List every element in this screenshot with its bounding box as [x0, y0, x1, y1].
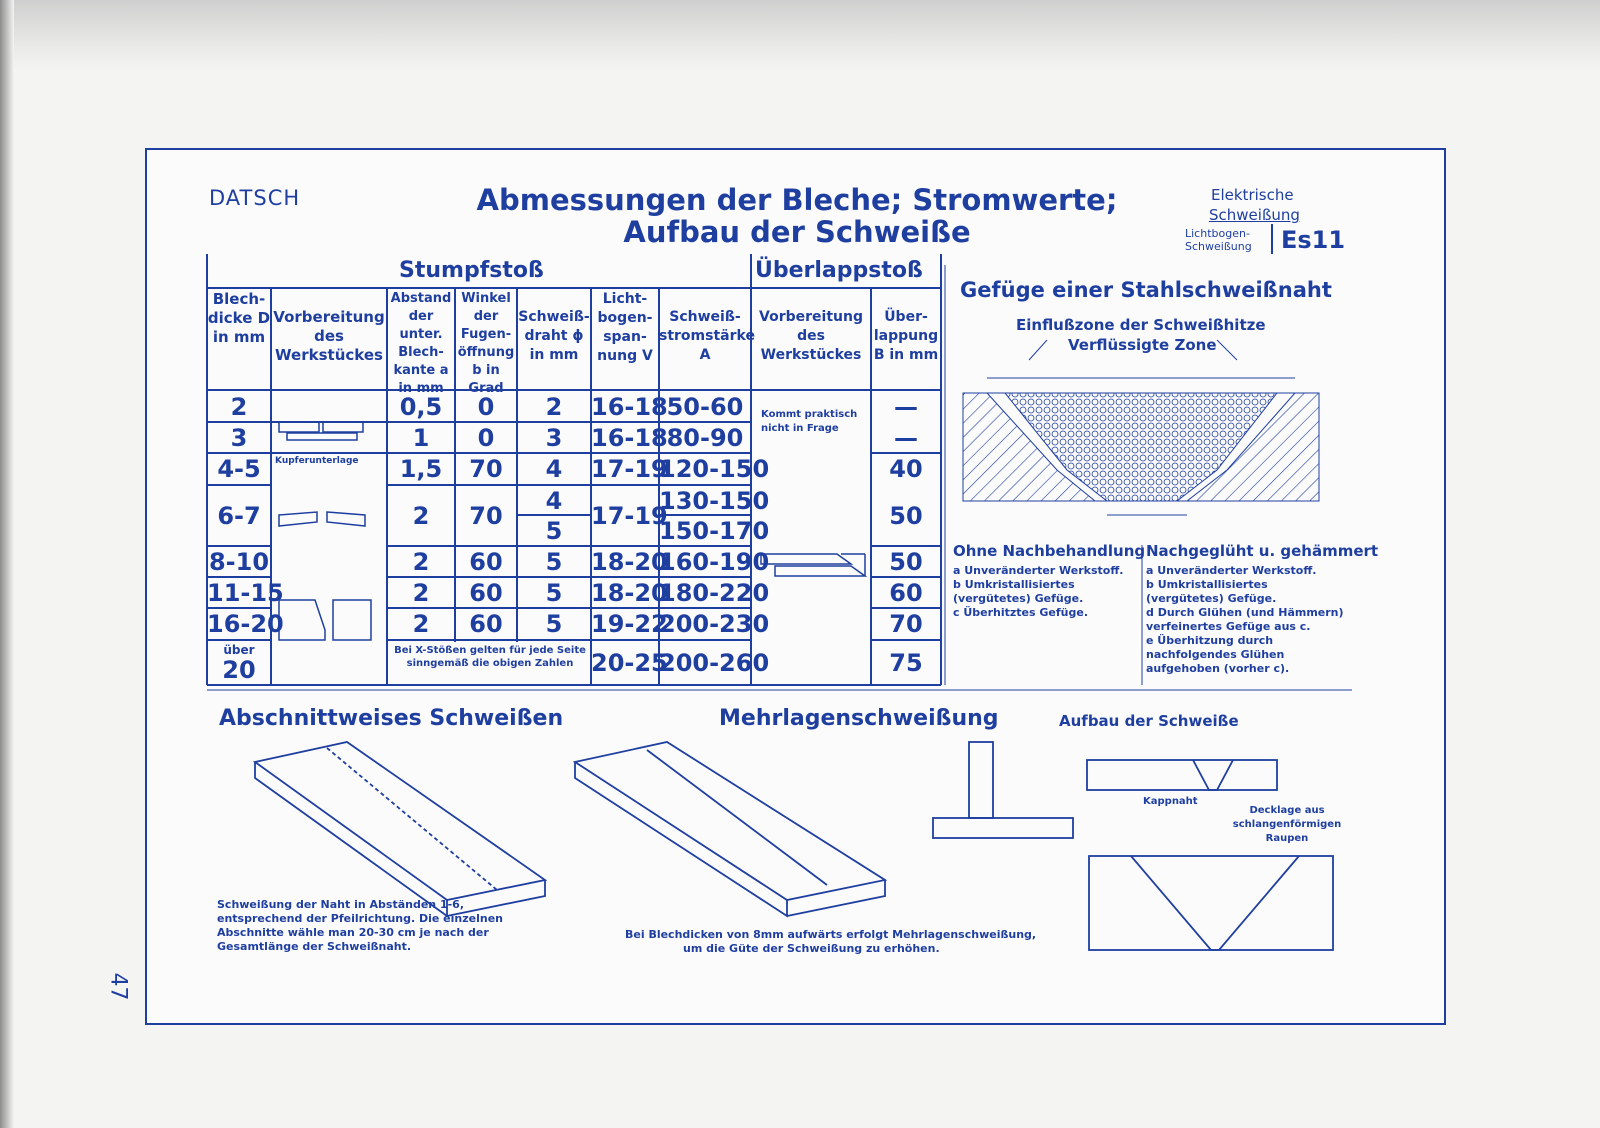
right-legend-title: Nachgeglüht u. gehämmert: [1146, 542, 1379, 560]
cell-winkel: 0: [477, 393, 495, 421]
cell-stromstaerke: 200-230: [659, 610, 770, 638]
col-header-vorbereitung-ueb: Vorbereitung des Werkstückes: [759, 309, 863, 363]
legend-item: e Überhitzung durch nachfolgendes Glühen aufgehoben (vorher c).: [1146, 634, 1290, 675]
mehrlagen-title: Mehrlagenschweißung: [719, 706, 999, 731]
page-number: 47: [105, 972, 131, 1001]
cell-ueberlappung: 50: [889, 548, 923, 576]
zone-liquefied: Verflüssigte Zone: [1068, 336, 1217, 354]
cell-draht: 2: [545, 393, 563, 421]
cell-blechdicke: 6-7: [217, 502, 261, 530]
mehrlagen-note-1: Bei Blechdicken von 8mm aufwärts erfolgt Mehrlagenschweißung,: [625, 928, 1037, 941]
cell-spannung: 20-25: [591, 649, 668, 677]
legend-item: a Unveränderter Werkstoff.: [1146, 564, 1317, 577]
cell-ueberlappung: —: [894, 424, 918, 452]
kupfer-note: Kupferunterlage: [275, 456, 359, 466]
not-applicable-note: Kommt praktisch nicht in Frage: [761, 409, 858, 434]
cell-blechdicke: 2: [230, 393, 248, 421]
cell-spannung: 19-22: [591, 610, 668, 638]
cell-draht: 5: [545, 610, 563, 638]
cell-winkel: 70: [469, 455, 503, 483]
cell-blechdicke: 20: [222, 656, 256, 684]
title-line-1: Abmessungen der Bleche; Stromwerte;: [476, 183, 1118, 217]
title-line-2: Aufbau der Schweiße: [623, 215, 971, 249]
cell-abstand: 0,5: [399, 393, 443, 421]
cell-ueberlappung: 75: [889, 649, 923, 677]
col-header-stromstaerke: Schweiß-stromstärke A: [659, 309, 755, 363]
cell-abstand: 1: [412, 424, 430, 452]
col-header-draht: Schweiß-draht ϕ in mm: [518, 309, 590, 363]
legend-item: b Umkristallisiertes (vergütetes) Gefüge.: [953, 578, 1084, 605]
cell-blechdicke: 8-10: [208, 548, 270, 576]
col-header-vorbereitung: Vorbereitung des Werkstückes: [273, 308, 385, 364]
cell-stromstaerke: 120-150: [659, 455, 770, 483]
cell-ueberlappung: 40: [889, 455, 923, 483]
mehrlagen-note-2: um die Güte der Schweißung zu erhöhen.: [683, 942, 940, 955]
cell-ueberlappung: 70: [889, 610, 923, 638]
cell-blechdicke: 16-20: [207, 610, 284, 638]
cell-stromstaerke: 150-170: [659, 517, 770, 545]
category: Elektrische: [1211, 186, 1294, 204]
left-legend-title: Ohne Nachbehandlung: [953, 542, 1146, 560]
cell-draht: 5: [545, 517, 563, 545]
cell-abstand: 2: [412, 579, 430, 607]
col-header-abstand: Abstand der unter. Blech-kante a in mm: [390, 291, 452, 396]
legend-item: d Durch Glühen (und Hämmern) verfeinertes Gefüge aus c.: [1146, 606, 1344, 633]
subcategory-2: Schweißung: [1185, 240, 1252, 253]
gefuege-title: Gefüge einer Stahlschweißnaht: [960, 278, 1332, 302]
datasheet: [145, 148, 1446, 1025]
cell-draht: 3: [545, 424, 563, 452]
bottom-sketches: [147, 150, 1444, 1023]
cell-draht: 5: [545, 579, 563, 607]
kappnaht-label: Kappnaht: [1143, 796, 1198, 807]
abschnitt-title: Abschnittweises Schweißen: [219, 706, 564, 731]
cell-abstand: 2: [412, 610, 430, 638]
cell-ueberlappung: —: [894, 393, 918, 421]
group-ueberlappstoss: Überlappstoß: [755, 258, 923, 283]
legend-item: c Überhitztes Gefüge.: [953, 606, 1089, 619]
legend-item: b Umkristallisiertes (vergütetes) Gefüge.: [1146, 578, 1277, 605]
col-header-winkel: Winkel der Fugen-öffnung b in Grad: [457, 291, 515, 396]
publisher: DATSCH: [209, 186, 301, 210]
scan-shadow-top: [0, 0, 1600, 70]
cell-ueberlappung: 60: [889, 579, 923, 607]
scan-shadow-left: [0, 0, 14, 1128]
cell-spannung: 18-20: [591, 579, 668, 607]
aufbau-title: Aufbau der Schweiße: [1059, 712, 1239, 730]
cell-spannung: 17-19: [591, 455, 668, 483]
sheet-code: Es11: [1281, 226, 1346, 254]
col-header-blechdicke: Blech-dicke D in mm: [207, 290, 271, 346]
cell-winkel: 0: [477, 424, 495, 452]
cell-stromstaerke: 50-60: [666, 393, 744, 421]
cell-ueberlappung: 50: [889, 502, 923, 530]
cell-blechdicke: 11-15: [207, 579, 284, 607]
decklage-label: Decklage aus schlangenförmigen Raupen: [1232, 805, 1342, 844]
cell-winkel: 70: [469, 502, 503, 530]
cell-winkel: 60: [469, 548, 503, 576]
cell-stromstaerke: 200-260: [659, 649, 770, 677]
cell-spannung: 17-19: [591, 502, 668, 530]
abschnitt-note: Schweißung der Naht in Abständen 1-6, entsprechend der Pfeilrichtung. Die einzelnen Abschnitte wähle man 20-30 cm je nach der Gesamtlänge der Schweißnaht.: [217, 898, 503, 953]
cell-spannung: 16-18: [591, 424, 668, 452]
col-header-ueberlappung: Über-lappung B in mm: [873, 309, 939, 363]
cell-winkel: 60: [469, 610, 503, 638]
cell-blechdicke: 4-5: [217, 455, 261, 483]
cell-draht: 4: [545, 487, 563, 515]
cell-abstand: 2: [412, 502, 430, 530]
cell-blechdicke-prefix: über: [223, 643, 255, 657]
cell-stromstaerke: 130-150: [659, 487, 770, 515]
group-stumpfstoss: Stumpfstoß: [399, 258, 544, 283]
zone-influence: Einflußzone der Schweißhitze: [1016, 316, 1266, 334]
cell-draht: 4: [545, 455, 563, 483]
cell-spannung: 16-18: [591, 393, 668, 421]
col-header-spannung: Licht-bogen-span-nung V: [597, 291, 653, 364]
cell-stromstaerke: 180-220: [659, 579, 770, 607]
x-joint-note: Bei X-Stößen gelten für jede Seite sinngemäß die obigen Zahlen: [394, 645, 586, 669]
cell-spannung: 18-20: [591, 548, 668, 576]
cell-abstand: 2: [412, 548, 430, 576]
category-2: Schweißung: [1209, 206, 1300, 224]
cell-winkel: 60: [469, 579, 503, 607]
legend-item: a Unveränderter Werkstoff.: [953, 564, 1124, 577]
subcategory-1: Lichtbogen-: [1185, 227, 1250, 240]
cell-blechdicke: 3: [230, 424, 248, 452]
cell-draht: 5: [545, 548, 563, 576]
cell-abstand: 1,5: [399, 455, 443, 483]
cell-stromstaerke: 80-90: [666, 424, 744, 452]
cell-stromstaerke: 160-190: [659, 548, 770, 576]
